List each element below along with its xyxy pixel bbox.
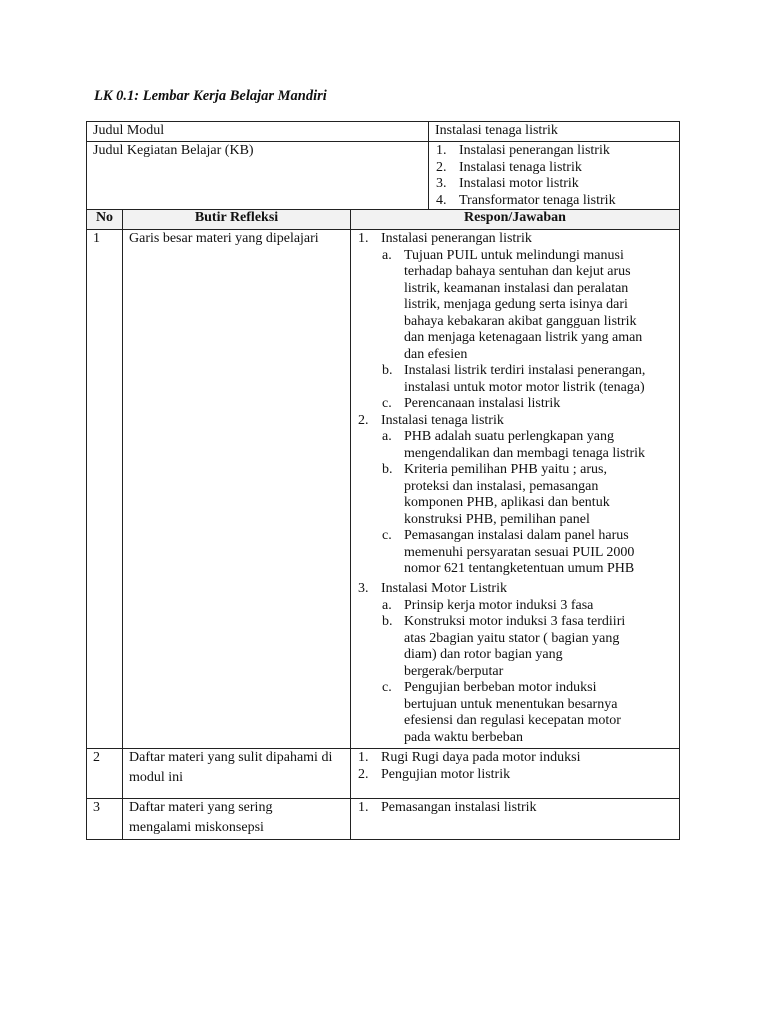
section-number: 3.: [358, 581, 369, 596]
list-item: Pengujian motor listrik: [381, 767, 511, 782]
list-item: Pemasangan instalasi listrik: [381, 800, 537, 815]
section-title: Instalasi penerangan listrik: [381, 231, 532, 246]
kb-list-item: Instalasi motor listrik: [459, 176, 579, 191]
row1-cell-butir: [122, 229, 351, 749]
response-line: atas 2bagian yaitu stator ( bagian yang: [404, 630, 620, 646]
section-number: 2.: [358, 412, 369, 428]
row3-cell-no: [86, 798, 123, 840]
response-line: bahaya kebakaran akibat gangguan listrik: [404, 313, 637, 329]
response-line: Konstruksi motor induksi 3 fasa terdiiri: [404, 614, 626, 629]
judul-modul-value: Instalasi tenaga listrik: [435, 123, 558, 138]
response-line: dan menjaga ketenagaan listrik yang aman: [404, 330, 643, 345]
kb-list-item: Transformator tenaga listrik: [459, 192, 616, 208]
row2-cell-no: [86, 748, 123, 799]
response-line: instalasi untuk motor motor listrik (tenaga): [404, 379, 645, 395]
list-number: 1.: [358, 750, 369, 765]
response-line: Tujuan PUIL untuk melindungi manusi: [404, 247, 624, 263]
row2-butir: Daftar materi yang sulit dipahami di modul ini: [129, 750, 333, 785]
response-line: dan efesien: [404, 346, 468, 362]
kb-list-item: Instalasi tenaga listrik: [459, 159, 582, 175]
document-title: LK 0.1: Lembar Kerja Belajar Mandiri: [94, 88, 327, 104]
response-line: PHB adalah suatu perlengkapan yang: [404, 429, 614, 444]
response-line: konstruksi PHB, pemilihan panel: [404, 511, 590, 527]
response-line: bergerak/berputar: [404, 663, 504, 679]
kb-list-number: 3.: [436, 176, 447, 191]
response-line: pada waktu berbeban: [404, 729, 523, 745]
header-butir-refleksi: Butir Refleksi: [194, 210, 279, 225]
row3-number: 3: [93, 800, 100, 815]
response-line: efesiensi dan regulasi kecepatan motor: [404, 713, 621, 728]
item-letter: b.: [382, 614, 393, 629]
section-title: Instalasi tenaga listrik: [381, 412, 504, 428]
item-letter: a.: [382, 429, 392, 444]
section-title: Instalasi Motor Listrik: [381, 581, 507, 596]
response-line: Prinsip kerja motor induksi 3 fasa: [404, 597, 594, 613]
response-line: listrik, menjaga gedung serta isinya dari: [404, 297, 628, 312]
kb-list-number: 1.: [436, 143, 447, 158]
item-letter: c.: [382, 396, 392, 411]
kb-list-number: 2.: [436, 159, 447, 175]
judul-kb-label: Judul Kegiatan Belajar (KB): [93, 143, 254, 158]
row1-cell-no: [86, 229, 123, 749]
list-item: Rugi Rugi daya pada motor induksi: [381, 750, 581, 765]
header-respon-jawaban: Respon/Jawaban: [464, 210, 566, 225]
row1-number: 1: [93, 231, 100, 246]
response-line: komponen PHB, aplikasi dan bentuk: [404, 495, 610, 510]
item-letter: a.: [382, 247, 392, 263]
response-line: Pengujian berbeban motor induksi: [404, 680, 597, 695]
section-number: 1.: [358, 231, 369, 246]
response-line: Perencanaan instalasi listrik: [404, 396, 561, 411]
response-line: terhadap bahaya sentuhan dan kejut arus: [404, 264, 631, 279]
list-number: 1.: [358, 800, 369, 815]
item-letter: a.: [382, 597, 392, 613]
response-line: listrik, keamanan instalasi dan peralatan: [404, 280, 629, 296]
item-letter: c.: [382, 680, 392, 695]
row1-butir: Garis besar materi yang dipelajari: [129, 231, 319, 246]
kb-list-number: 4.: [436, 192, 447, 208]
row3-butir: Daftar materi yang sering mengalami miskonsepsi: [129, 800, 273, 835]
response-line: Pemasangan instalasi dalam panel harus: [404, 528, 629, 543]
kb-list-item: Instalasi penerangan listrik: [459, 143, 610, 158]
row2-number: 2: [93, 750, 100, 765]
item-letter: c.: [382, 528, 392, 543]
response-line: mengendalikan dan membagi tenaga listrik: [404, 445, 646, 461]
list-number: 2.: [358, 767, 369, 782]
response-line: proteksi dan instalasi, pemasangan: [404, 478, 599, 494]
response-line: memenuhi persyaratan sesuai PUIL 2000: [404, 544, 635, 560]
header-no: No: [95, 210, 114, 225]
response-line: nomor 621 tentangketentuan umum PHB: [404, 561, 635, 576]
response-line: diam) dan rotor bagian yang: [404, 647, 563, 662]
judul-modul-label: Judul Modul: [93, 123, 165, 138]
item-letter: b.: [382, 363, 393, 378]
response-line: bertujuan untuk menentukan besarnya: [404, 696, 618, 712]
item-letter: b.: [382, 462, 393, 477]
response-line: Instalasi listrik terdiri instalasi penerangan,: [404, 363, 646, 378]
response-line: Kriteria pemilihan PHB yaitu ; arus,: [404, 462, 607, 477]
